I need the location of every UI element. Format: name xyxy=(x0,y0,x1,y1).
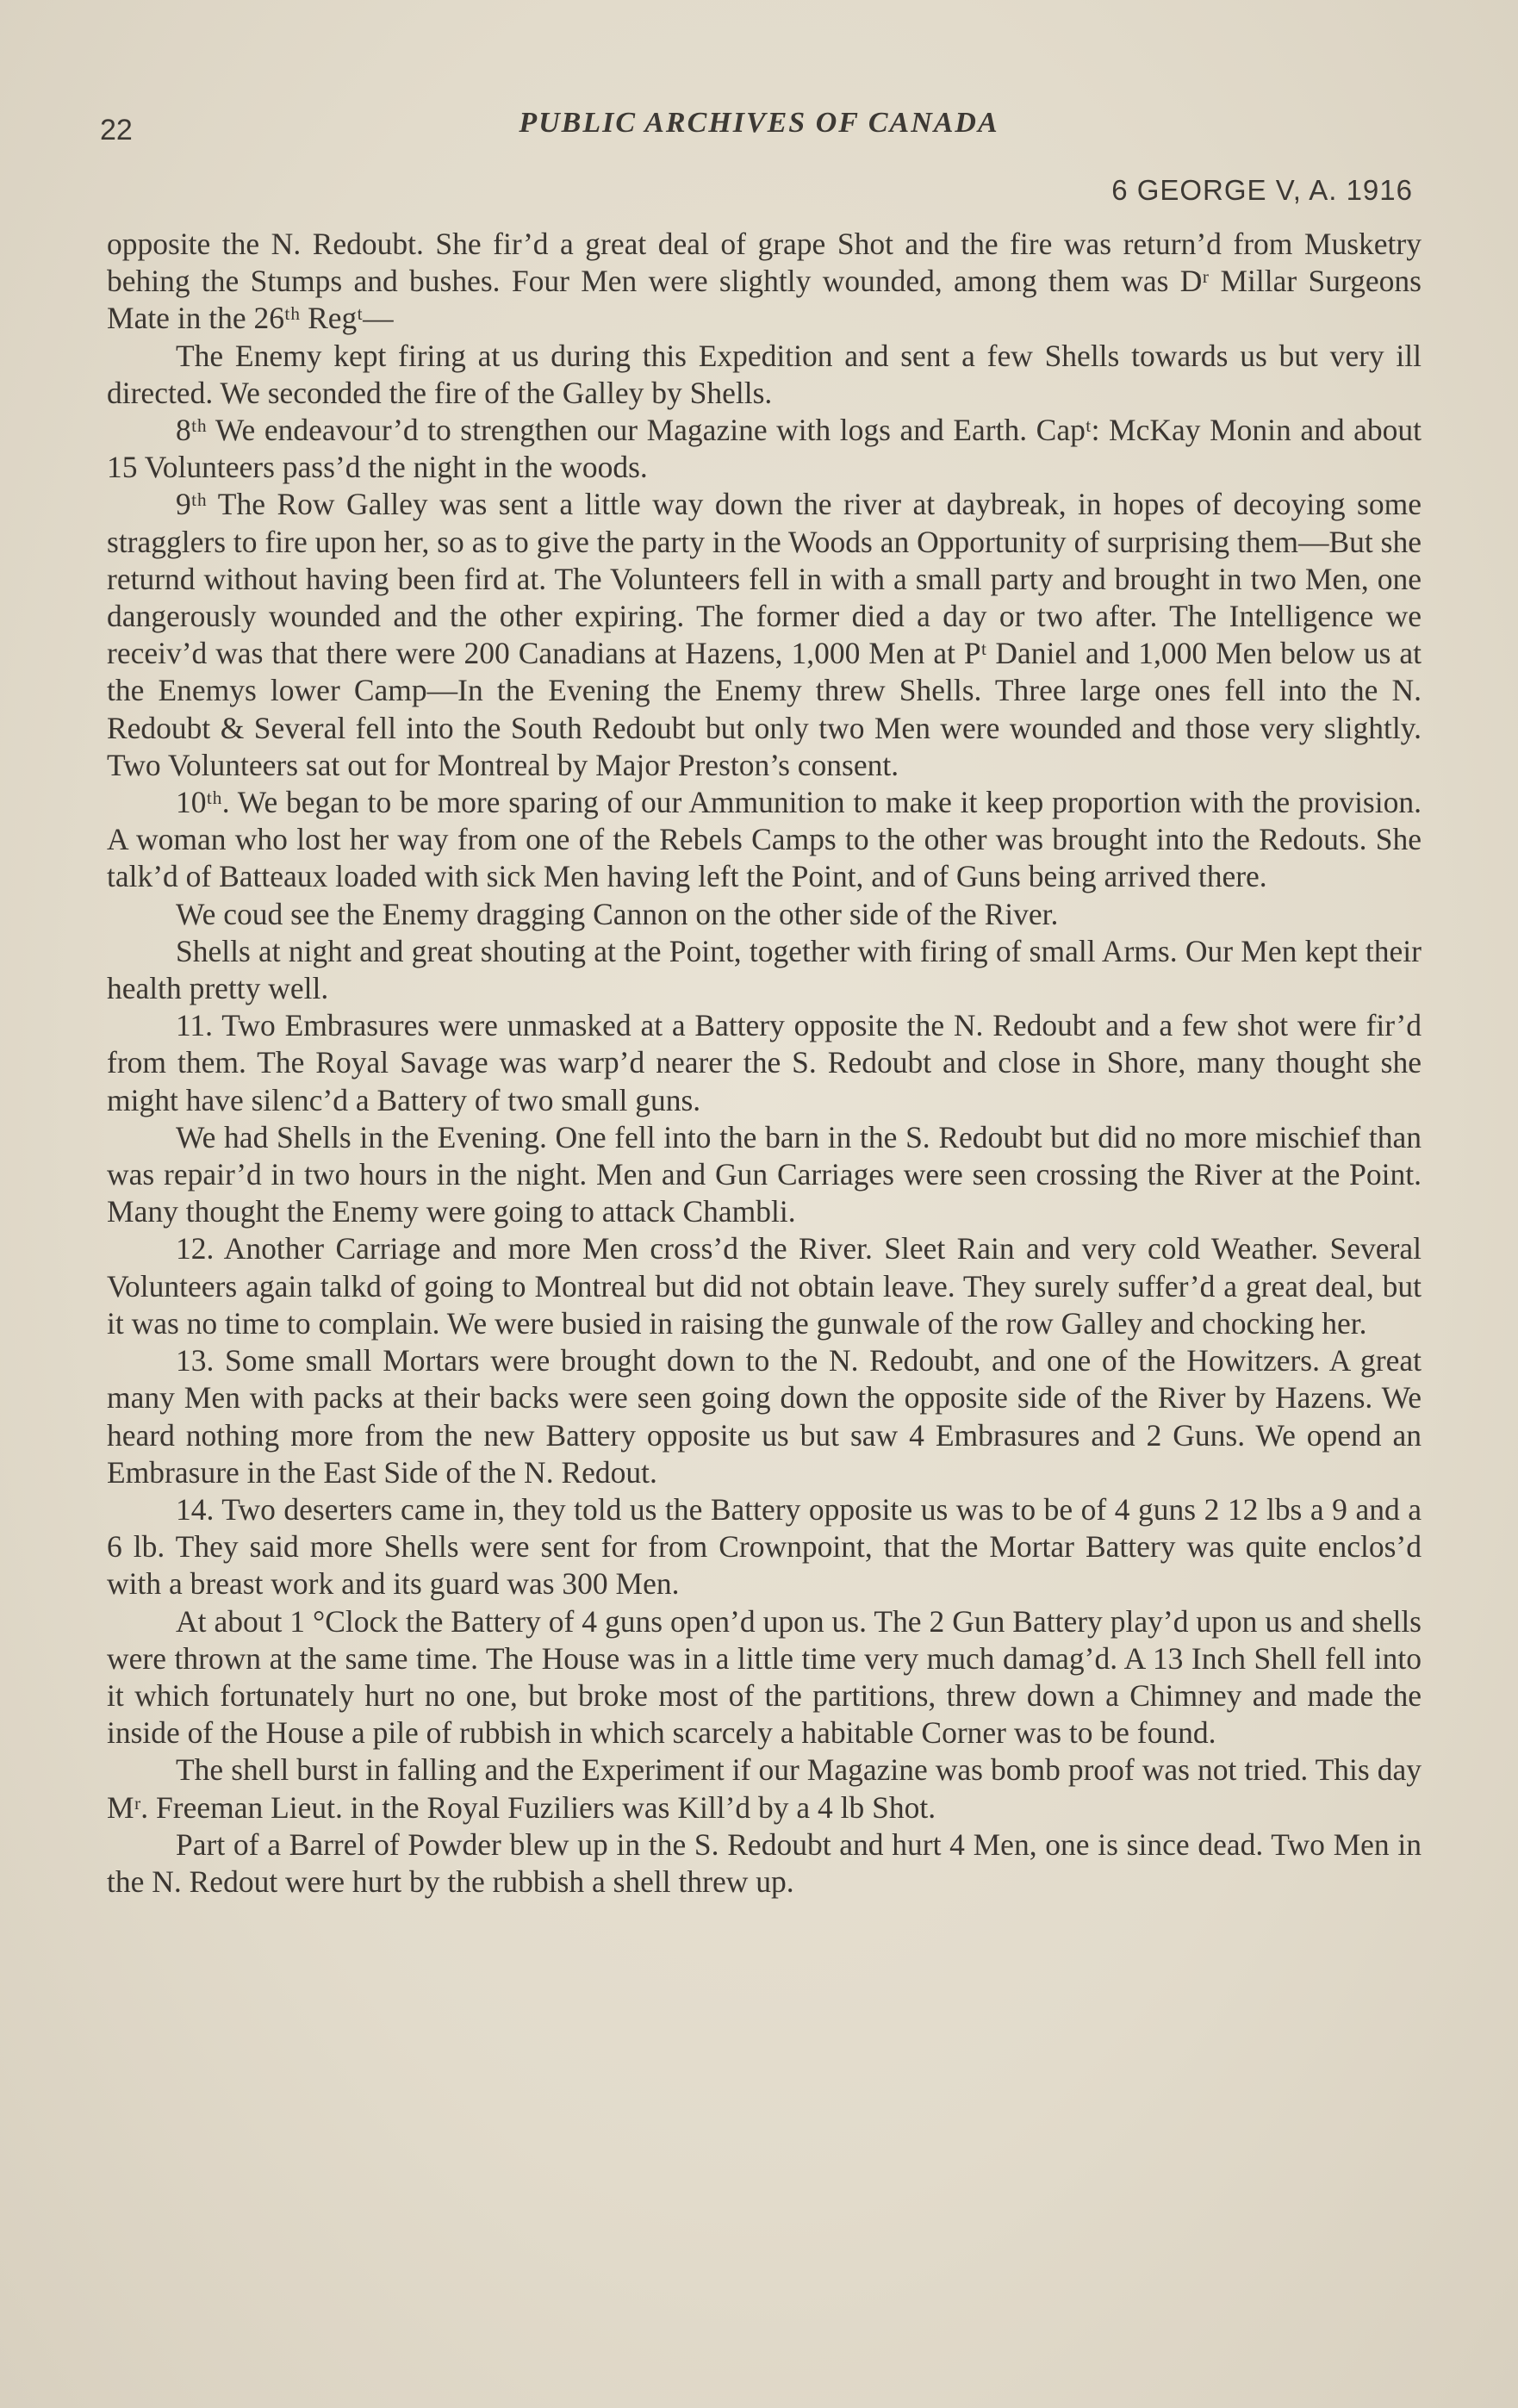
running-title: PUBLIC ARCHIVES OF CANADA xyxy=(519,107,999,139)
paragraph: Part of a Barrel of Powder blew up in the S. Redoubt and hurt 4 Men, one is since dead. Two Men in the N. Redout were hurt by the rubbish a shell threw up. xyxy=(107,1826,1422,1899)
paragraph: The shell burst in falling and the Experiment if our Magazine was bomb proof was not tried. This day Mʳ. Freeman Lieut. in the Royal Fuziliers was Kill’d by a 4 lb Shot. xyxy=(107,1752,1422,1825)
paragraph: 14. Two deserters came in, they told us the Battery opposite us was to be of 4 guns 2 12 lbs a 9 and a 6 lb. They said more Shells were sent for from Crownpoint, that the Mortar Battery was quite enclos’d with a breast work and its guard was 300 Men. xyxy=(107,1491,1422,1602)
paragraph: opposite the N. Redoubt. She fir’d a great deal of grape Shot and the fire was return’d from Musketry behing the Stumps and bushes. Four Men were slightly wounded, among them was Dʳ Millar Surgeons Mate in the 26ᵗʰ Regᵗ— xyxy=(107,227,1422,336)
paragraph: We had Shells in the Evening. One fell into the barn in the S. Redoubt but did no more mischief than was repair’d in two hours in the night. Men and Gun Carriages were seen crossing the River at the Point. Many thought the Enemy were going to attack Chambli. xyxy=(107,1119,1422,1229)
paragraph: We coud see the Enemy dragging Cannon on the other side of the River. xyxy=(176,896,1059,931)
paragraph: Shells at night and great shouting at the Point, together with firing of small Arms. Our Men kept their health pretty well. xyxy=(107,933,1422,1006)
paragraph: 8ᵗʰ We endeavour’d to strengthen our Magazine with logs and Earth. Capᵗ: McKay Monin and about 15 Volunteers pass’d the night in the woods. xyxy=(107,413,1422,485)
body-text xyxy=(107,226,1422,1901)
paragraph: 9ᵗʰ The Row Galley was sent a little way down the river at daybreak, in hopes of decoying some stragglers to fire upon her, so as to give the party in the Woods an Opportunity of surprising them—But she returnd without having been fird at. The Volunteers fell in with a small party and brought in two Men, one dangerously wounded and the other expiring. The former died a day or two after. The Intelligence we receiv’d was that there were 200 Canadians at Hazens, 1,000 Men at Pᵗ Daniel and 1,000 Men below us at the Enemys lower Camp—In the Evening the Enemy threw Shells. Three large ones fell into the N. Redoubt & Several fell into the South Redoubt but only two Men were wounded and those very slightly. Two Volunteers sat out for Montreal by Major Preston’s consent. xyxy=(107,487,1422,782)
paragraph: At about 1 °Clock the Battery of 4 guns open’d upon us. The 2 Gun Battery play’d upon us and shells were thrown at the same time. The House was in a little time very much damag’d. A 13 Inch Shell fell into it which fortunately hurt no one, but broke most of the partitions, threw down a Chimney and made the inside of the House a pile of rubbish in which scarcely a habitable Corner was to be found. xyxy=(107,1603,1422,1751)
paragraph: The Enemy kept firing at us during this Expedition and sent a few Shells towards us but very ill directed. We seconded the fire of the Galley by Shells. xyxy=(107,338,1422,410)
session-label: 6 GEORGE V, A. 1916 xyxy=(1111,174,1413,206)
paragraph: 10ᵗʰ. We began to be more sparing of our Ammunition to make it keep proportion with the provision. A woman who lost her way from one of the Rebels Camps to the other was brought into the Redouts. She talk’d of Batteaux loaded with sick Men having left the Point, and of Guns being arrived there. xyxy=(107,785,1422,894)
paragraph: 12. Another Carriage and more Men cross’d the River. Sleet Rain and very cold Weather. Several Volunteers again talkd of going to Montreal but did not obtain leave. They surely suffer’d a great deal, but it was no time to complain. We were busied in raising the gunwale of the row Galley and chocking her. xyxy=(107,1231,1422,1341)
paragraph: 11. Two Embrasures were unmasked at a Battery opposite the N. Redoubt and a few shot were fir’d from them. The Royal Savage was warp’d nearer the S. Redoubt and close in Shore, many thought she might have silenc’d a Battery of two small guns. xyxy=(107,1008,1422,1117)
paragraph: 13. Some small Mortars were brought down to the N. Redoubt, and one of the Howitzers. A great many Men with packs at their backs were seen going down the opposite side of the River by Hazens. We heard nothing more from the new Battery opposite us but saw 4 Embrasures and 2 Guns. We opend an Embrasure in the East Side of the N. Redout. xyxy=(107,1343,1422,1490)
page-number: 22 xyxy=(100,114,133,146)
